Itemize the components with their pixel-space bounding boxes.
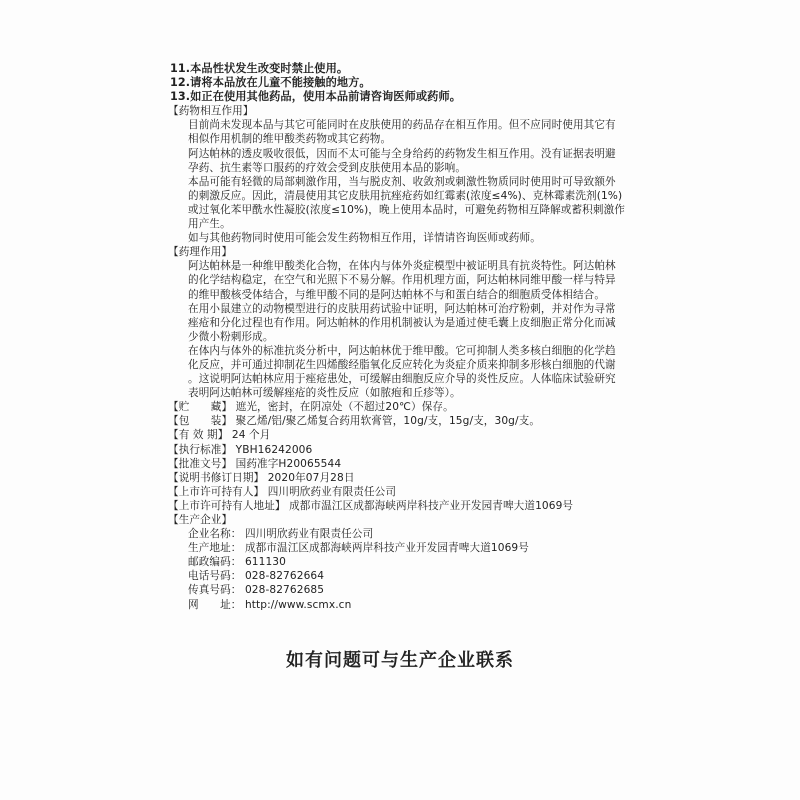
standard-label: 【执行标准】 <box>168 443 233 456</box>
manufacturer-row-label: 传真号码： <box>188 584 242 597</box>
holder-value: 四川明欣药业有限责任公司 <box>267 485 397 498</box>
manufacturer-heading: 【生产企业】 <box>168 514 233 526</box>
interactions-line: 或过氧化苯甲酰水性凝胶(浓度≤10%)，晚上使用本品时，可避免药物相互降解或蓄积刺激作 <box>188 203 625 216</box>
manufacturer-row-value: 成都市温江区成都海峡两岸科技产业开发园青啤大道1069号 <box>244 542 529 555</box>
manufacturer-row-value: 028-82762685 <box>244 584 325 597</box>
package-row <box>168 414 630 428</box>
manufacturer-row-label: 邮政编码： <box>188 556 242 569</box>
interactions-line: 目前尚未发现本品与其它可能同时在皮肤使用的药品存在相互作用。但不应同时使用其它有 <box>188 119 616 132</box>
approval-label: 【批准文号】 <box>168 457 233 470</box>
manufacturer-website: http://www.scmx.cn <box>244 598 352 611</box>
interactions-line: 用产生。 <box>188 218 231 231</box>
manufacturer-row-label: 电话号码： <box>188 570 242 583</box>
holder-address-value: 成都市温江区成都海峡两岸科技产业开发园青啤大道1069号 <box>289 499 574 512</box>
validity-label: 【有 效 期】 <box>168 429 229 442</box>
pharmacology-line: 在用小鼠建立的动物模型进行的皮肤用药试验中证明，阿达帕林可治疗粉刺，并对作为寻常 <box>188 302 616 315</box>
interactions-line: 孕药、抗生素等口服药的疗效会受到皮肤使用本品的影响。 <box>188 161 467 174</box>
precaution-item-11: 11.本品性状发生改变时禁止使用。 <box>170 62 349 75</box>
pharmacology-line: 少微小粉刺形成。 <box>188 330 274 343</box>
precaution-item-12: 12.请将本品放在儿童不能接触的地方。 <box>170 76 371 90</box>
manufacturer-row-label: 企业名称： <box>188 528 242 541</box>
pharmacology-line: 表明阿达帕林可缓解痤疮的炎性反应（如脓疱和丘疹等）。 <box>188 387 461 400</box>
holder-address-row <box>168 499 630 513</box>
pharmacology-line: 痤疮和分化过程也有作用。阿达帕林的作用机制被认为是通过使毛囊上皮细胞正常分化而减 <box>188 316 616 329</box>
manufacturer-row-value: 四川明欣药业有限责任公司 <box>244 528 374 541</box>
storage-label: 【贮 藏】 <box>168 401 233 414</box>
pharmacology-line: 在体内与体外的标准抗炎分析中，阿达帕林优于维甲酸。它可抑制人类多核白细胞的化学趋 <box>188 344 616 357</box>
pharmacology-line: 化反应，并可通过抑制花生四烯酸经脂氧化反应转化为炎症介质来抑制多形核白细胞的代谢 <box>188 358 616 371</box>
pharmacology-line: 。这说明阿达帕林应用于痤疮患处，可缓解由细胞反应介导的炎性反应。人体临床试验研究 <box>188 373 616 386</box>
interactions-line: 本品可能有轻微的局部刺激作用，当与脱皮剂、收敛剂或刺激性物质同时使用时可导致额外 <box>188 175 616 188</box>
revision-value: 2020年07月28日 <box>267 471 355 484</box>
manufacturer-row-label: 生产地址： <box>188 542 242 555</box>
manufacturer-row <box>168 598 630 612</box>
storage-row <box>168 400 630 414</box>
approval-value: 国药准字H20065544 <box>235 457 342 470</box>
interactions-line: 如与其他药物同时使用可能会发生药物相互作用，详情请咨询医师或药师。 <box>188 232 541 245</box>
manufacturer-row-value: 611130 <box>244 556 286 569</box>
standard-value: YBH16242006 <box>235 443 313 456</box>
holder-label: 【上市许可持有人】 <box>168 485 265 498</box>
storage-value: 遮光，密封，在阴凉处（不超过20℃）保存。 <box>235 401 454 414</box>
validity-value: 24 个月 <box>231 429 271 442</box>
manufacturer-row <box>168 555 630 569</box>
manufacturer-row <box>168 541 630 555</box>
package-label: 【包 装】 <box>168 415 233 428</box>
pharmacology-heading: 【药理作用】 <box>168 246 233 259</box>
package-value: 聚乙烯/铝/聚乙烯复合药用软膏管，10g/支，15g/支，30g/支。 <box>235 415 541 428</box>
interactions-line: 的刺激反应。因此，清晨使用其它皮肤用抗痤疮药如红霉素(浓度≤4%)、克林霉素洗剂(1%) <box>188 189 623 202</box>
holder-row <box>168 485 630 499</box>
validity-row <box>168 428 630 442</box>
revision-row <box>168 471 630 485</box>
interactions-line: 阿达帕林的透皮吸收很低，因而不太可能与全身给药的药物发生相互作用。没有证据表明避 <box>188 147 616 160</box>
manufacturer-row <box>168 583 630 597</box>
interactions-line: 相似作用机制的维甲酸类药物或其它药物。 <box>188 133 392 146</box>
interactions-heading: 【药物相互作用】 <box>168 105 254 118</box>
manufacturer-row <box>168 569 630 583</box>
holder-address-label: 【上市许可持有人地址】 <box>168 499 286 512</box>
standard-row <box>168 443 630 457</box>
revision-label: 【说明书修订日期】 <box>168 471 265 484</box>
manufacturer-row-value: 028-82762664 <box>244 570 325 583</box>
leaflet-text <box>168 62 630 612</box>
pharmacology-line: 阿达帕林是一种维甲酸类化合物，在体内与体外炎症模型中被证明具有抗炎特性。阿达帕林 <box>188 260 616 273</box>
precaution-item-13: 13.如正在使用其他药品，使用本品前请咨询医师或药师。 <box>170 90 462 104</box>
manufacturer-row-label: 网 址： <box>188 598 242 611</box>
pharmacology-line: 的化学结构稳定，在空气和光照下不易分解。作用机理方面，阿达帕林同维甲酸一样与特异 <box>188 274 616 287</box>
approval-row <box>168 457 630 471</box>
pharmacology-line: 的维甲酸核受体结合，与维甲酸不同的是阿达帕林不与和蛋白结合的细胞质受体相结合。 <box>188 288 606 301</box>
footer-contact-note: 如有问题可与生产企业联系 <box>286 650 514 671</box>
manufacturer-row <box>168 527 630 541</box>
